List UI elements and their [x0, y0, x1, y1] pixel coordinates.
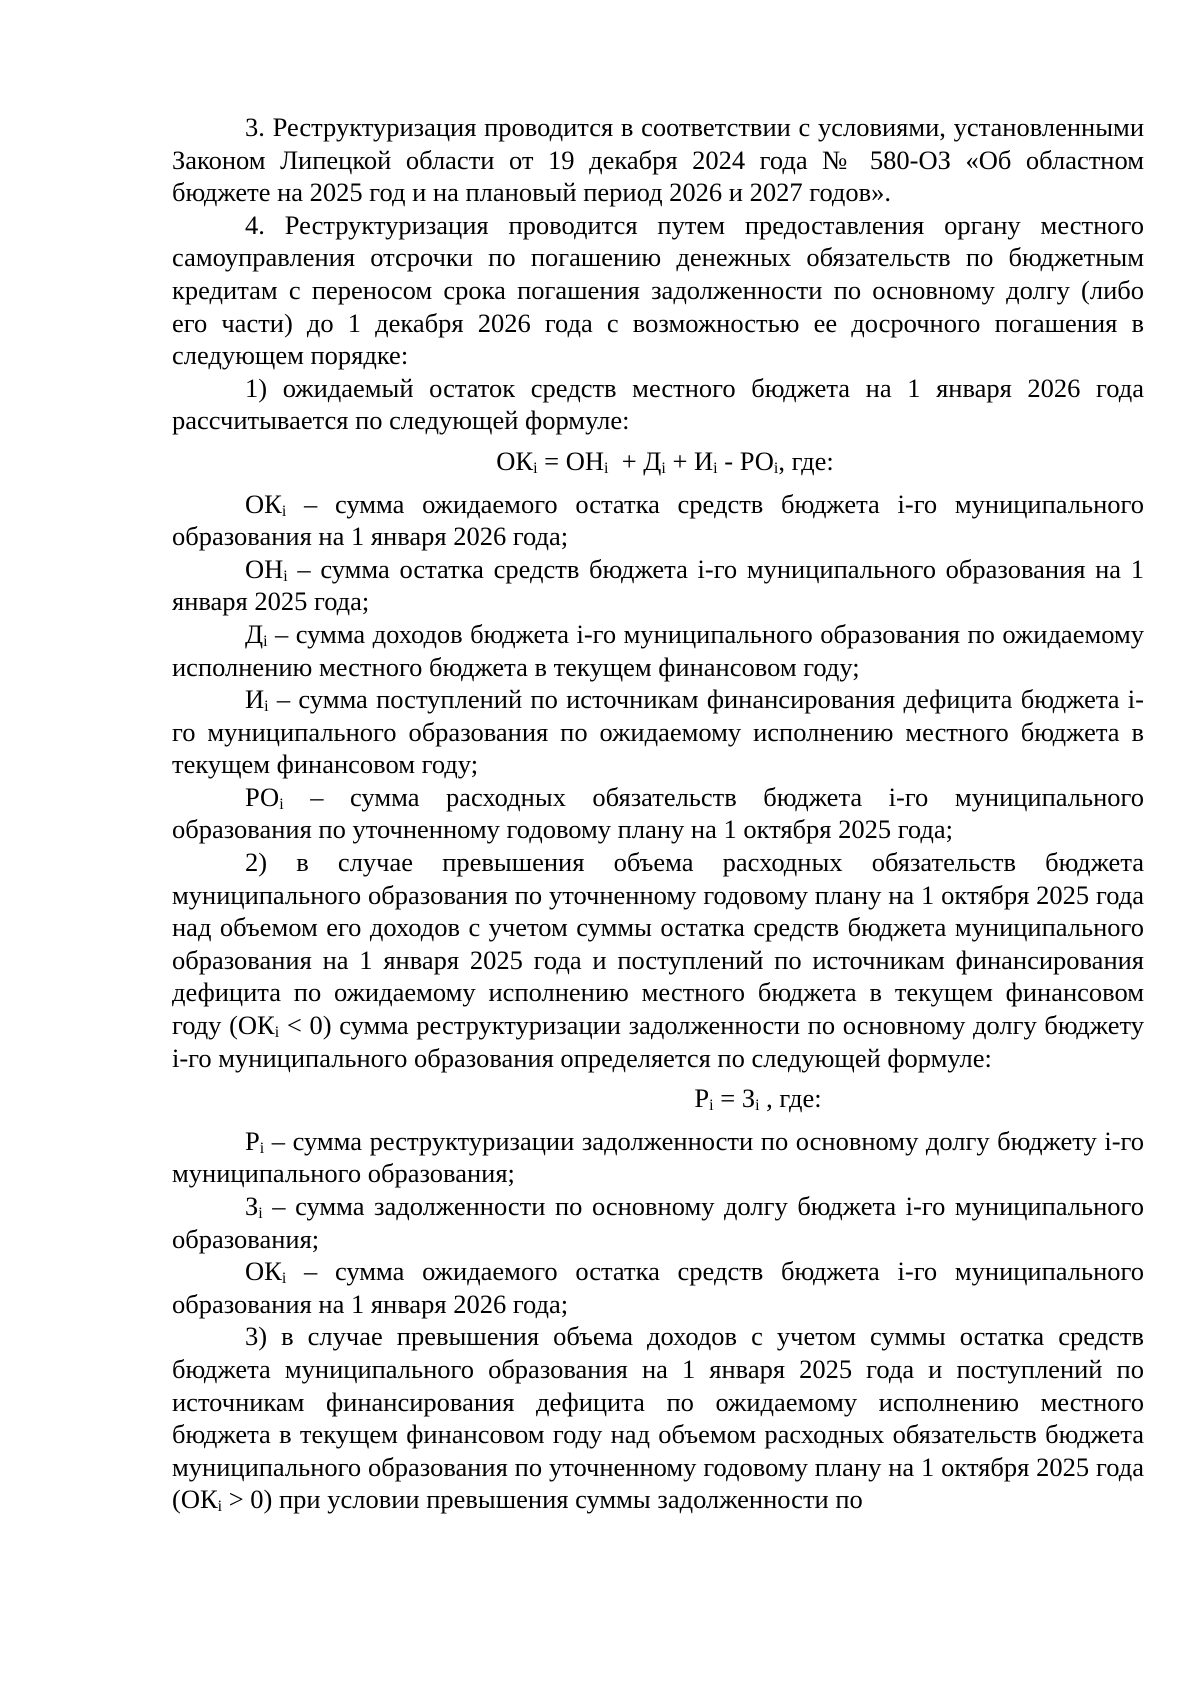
document-page	[172, 111, 1144, 1516]
paragraph-4-2: 2) в случае превышения объема расходных обязательств бюджета муниципального образования по уточненному годовому плану на 1 октября 2025 года над объемом его доходов с учетом суммы остатка средств бюджета муниципального образования на 1 января 2025 года и поступлений по источникам финансирования дефицита по ожидаемому исполнению местного бюджета в текущем финансовом году $(ОК_i < 0)$ сумма реструктуризации задолженности по основному долгу бюджету i-го муниципального образования определяется по следующей формуле:	[172, 847, 1144, 1073]
paragraph-4-3: 3) в случае превышения объема доходов с учетом суммы остатка средств бюджета муниципального образования на 1 января 2025 года и поступлений по источникам финансирования дефицита по ожидаемому исполнению местного бюджета в текущем финансовом году над объемом расходных обязательств бюджета муниципального образования по уточненному годовому плану на 1 октября 2025 года $(ОК_i > 0)$ при условии превышения суммы задолженности по	[172, 1321, 1144, 1516]
definition-ro: $РО_i$ – сумма расходных обязательств бюджета i-го муниципального образования по уточненному годовому плану на 1 октября 2025 года;	[172, 781, 1144, 845]
paragraph-4-1: 1) ожидаемый остаток средств местного бюджета на 1 января 2026 года рассчитывается по следующей формуле:	[172, 372, 1144, 436]
definition-d: $Д_i$ – сумма доходов бюджета i-го муниципального образования по ожидаемому исполнению местного бюджета в текущем финансовом году;	[172, 618, 1144, 682]
definition-ok: $ОК_i$ – сумма ожидаемого остатка средств бюджета i-го муниципального образования на 1 января 2026 года;	[172, 488, 1144, 552]
paragraph-3: 3. Реструктуризация проводится в соответствии с условиями, установленными Законом Липецкой области от 19 декабря 2024 года № 580-ОЗ «Об областном бюджете на 2025 год и на плановый период 2026 и 2027 годов».	[172, 112, 1144, 208]
definition-on: $ОН_i$ – сумма остатка средств бюджета i-го муниципального образования на 1 января 2025 года;	[172, 553, 1144, 617]
definition-ok-2: $ОК_i$ – сумма ожидаемого остатка средств бюджета i-го муниципального образования на 1 января 2026 года;	[172, 1256, 1144, 1319]
definition-p: $Р_i$ – сумма реструктуризации задолженности по основному долгу бюджету i-го муниципального образования;	[172, 1125, 1144, 1189]
formula-restructuring: $Р_i = З_i$ , где:	[694, 1083, 822, 1115]
definition-z: $З_i$ – сумма задолженности по основному долгу бюджета i-го муниципального образования;	[172, 1191, 1144, 1254]
paragraph-4: 4. Реструктуризация проводится путем предоставления органу местного самоуправления отсрочки по погашению денежных обязательств по бюджетным кредитам с переносом срока погашения задолженности по основному долгу (либо его части) до 1 декабря 2026 года с возможностью ее досрочного погашения в следующем порядке:	[172, 209, 1144, 371]
formula-balance: $ОК_i = ОН_i + Д_i + И_i - РО_i$, где:	[496, 445, 834, 477]
definition-i: $И_i$ – сумма поступлений по источникам финансирования дефицита бюджета i-го муниципального образования по ожидаемому исполнению местного бюджета в текущем финансовом году;	[172, 684, 1144, 780]
